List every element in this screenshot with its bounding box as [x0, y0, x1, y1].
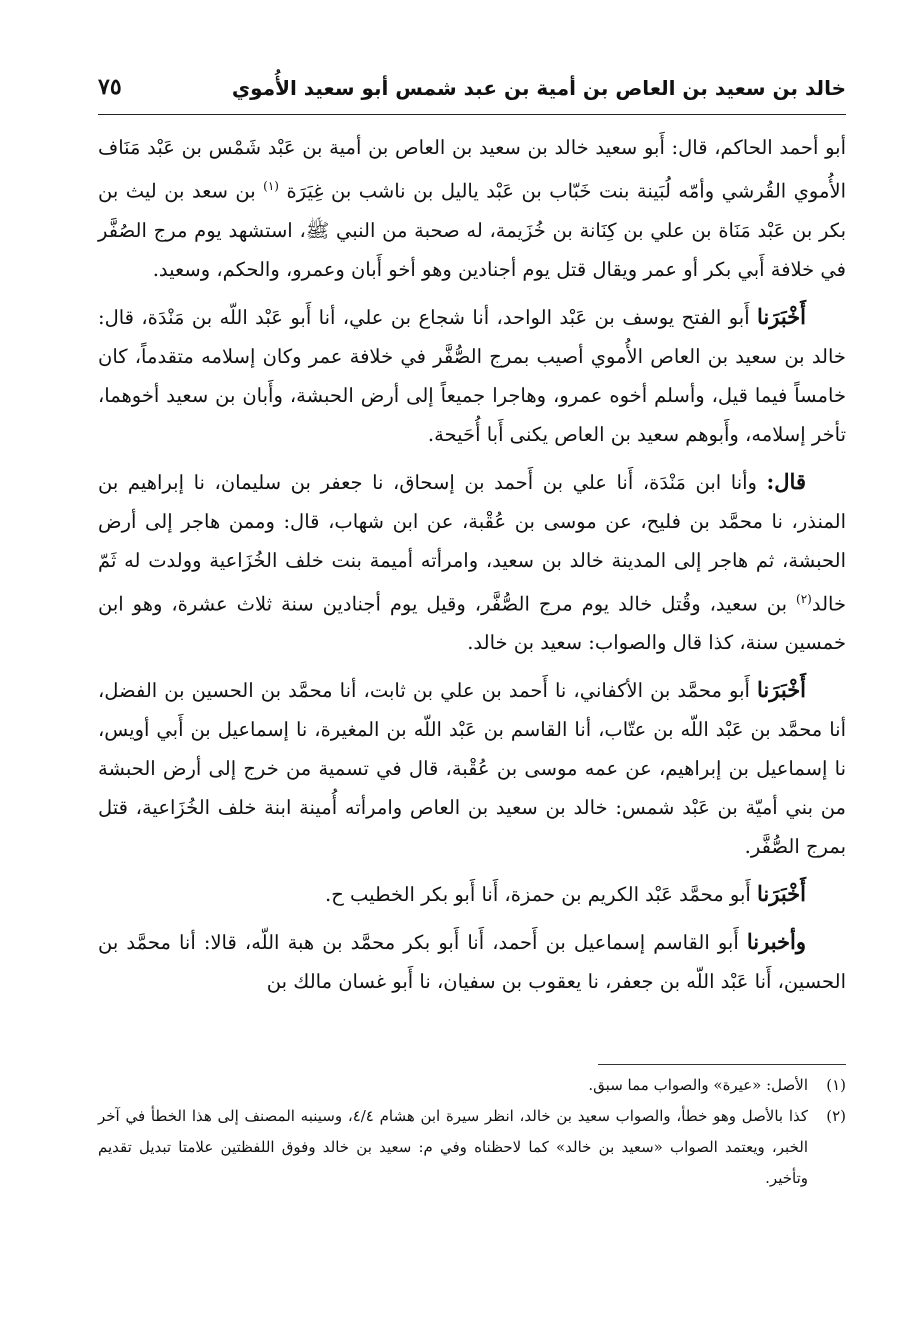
running-title: خالد بن سعيد بن العاص بن أمية بن عبد شمس أبو سعيد الأُموي — [231, 76, 846, 100]
footnote-2 — [98, 1101, 846, 1194]
page-header — [98, 70, 846, 110]
footnote-1 — [98, 1070, 846, 1101]
paragraph-2 — [98, 297, 846, 454]
isnad-lead: وأخبرنا — [746, 929, 806, 954]
isnad-lead: أَخْبَرَنا — [757, 677, 807, 702]
paragraph-text: أَبو محمَّد عَبْد الكريم بن حمزة، أَنا أَبو بكر الخطيب ح. — [325, 883, 751, 906]
main-text — [98, 128, 846, 1009]
isnad-lead: قال: — [766, 468, 806, 494]
paragraph-1 — [98, 128, 846, 289]
header-rule — [98, 114, 846, 115]
footnotes — [98, 1070, 846, 1194]
paragraph-text: بن سعد بن ليث بن بكر بن عَبْد مَنَاة بن علي بن كِنَانة بن خُزَيمة، له صحبة من النبي ﷺ، استشهد يوم مرج الصُفَّر في خلافة أَبي بكر أو عمر ويقال قتل يوم أجنادين وهو أخو أَبان وعمرو، والحكم، وسعيد. — [98, 179, 846, 281]
page-number: ٧٥ — [98, 74, 122, 100]
paragraph-3 — [98, 462, 846, 663]
isnad-lead: أَخْبَرَنا — [757, 303, 806, 329]
paragraph-text: وأنا ابن مَنْدَة، أَنا علي بن أَحمد بن إسحاق، نا جعفر بن سليمان، نا إبراهيم بن المنذر، نا محمَّد بن فليح، عن موسى بن عُقْبة، عن ابن شهاب، قال: وممن هاجر إلى أرض الحبشة، ثم هاجر إلى المدينة خالد بن سعيد، وامرأته أميمة بنت خلف الخُزَاعية وولدت له ثَمّ خالد — [98, 470, 847, 615]
paragraph-text: أَبو الفتح يوسف بن عَبْد الواحد، أنا شجاع بن علي، أنا أَبو عَبْد اللّه بن مَنْدَة، قال: خالد بن سعيد بن العاص الأُموي أصيب بمرج الصُّفَّر في خلافة عمر وكان إسلامه متقدماً، كان خامساً فيما قيل، وأسلم أخوه عمرو، وهاجرا جميعاً إلى أرض الحبشة، وأَبان بن سعيد أخوهما، تأخر إسلامه، وأَبوهم سعيد بن العاص يكنى أَبا أُحَيحة. — [98, 305, 846, 446]
paragraph-text: أَبو القاسم إسماعيل بن أَحمد، أَنا أَبو بكر محمَّد بن هبة اللّه، قالا: أنا محمَّد بن الحسين، أَنا عَبْد اللّه بن جعفر، نا يعقوب بن سفيان، نا أَبو غسان مالك بن — [98, 931, 846, 993]
isnad-lead: أَخْبَرَنا — [757, 881, 806, 906]
paragraph-6 — [98, 922, 846, 1001]
footnote-number: (١) — [826, 1076, 846, 1094]
paragraph-text: أَبو محمَّد بن الأكفاني، نا أَحمد بن علي بن ثابت، أنا محمَّد بن الحسين بن الفضل، أنا محمَّد بن عَبْد اللّه بن عتّاب، أنا القاسم بن عَبْد اللّه بن المغيرة، نا إسماعيل بن أَبي أويس، نا إسماعيل بن إبراهيم، عن عمه موسى بن عُقْبة، قال في تسمية من خرج إلى أرض الحبشة من بني أميّة بن عَبْد شمس: خالد بن سعيد بن العاص وامرأته أُمينة ابنة خلف الخُزَاعية، قتل بمرج الصُّفَّر. — [98, 679, 846, 858]
paragraph-text: بن سعيد، وقُتل خالد يوم مرج الصُّفَّر، وقيل يوم أجنادين سنة ثلاث عشرة، وهو ابن خمسين سنة، كذا قال والصواب: سعيد بن خالد. — [98, 592, 846, 654]
footnote-marker: (١) — [263, 179, 279, 193]
footnote-rule — [598, 1064, 846, 1065]
footnote-number: (٢) — [826, 1107, 846, 1125]
paragraph-4 — [98, 670, 846, 866]
paragraph-text: أبو أحمد الحاكم، قال: أَبو سعيد خالد بن سعيد بن العاص بن أمية بن عَبْد شَمْس بن عَبْد مَنَاف الأُموي القُرشي وأمّه لُبَينة بنت خَبّاب بن عَبْد ياليل بن ناشب بن غِيَرَة — [98, 136, 846, 203]
footnote-text: الأصل: «عيرة» والصواب مما سبق. — [588, 1076, 808, 1094]
footnote-marker: (٢) — [796, 591, 812, 606]
paragraph-5 — [98, 874, 846, 914]
footnote-text: كذا بالأصل وهو خطأ، والصواب سعيد بن خالد، انظر سيرة ابن هشام ٤/٤، وسينبه المصنف إلى هذا الخطأ في آخر الخبر، ويعتمد الصواب «سعيد بن خالد» كما لاحظناه وفي م: سعيد بن خالد وفوق اللفظتين علامتا تبديل تقديم وتأخير. — [98, 1107, 809, 1187]
